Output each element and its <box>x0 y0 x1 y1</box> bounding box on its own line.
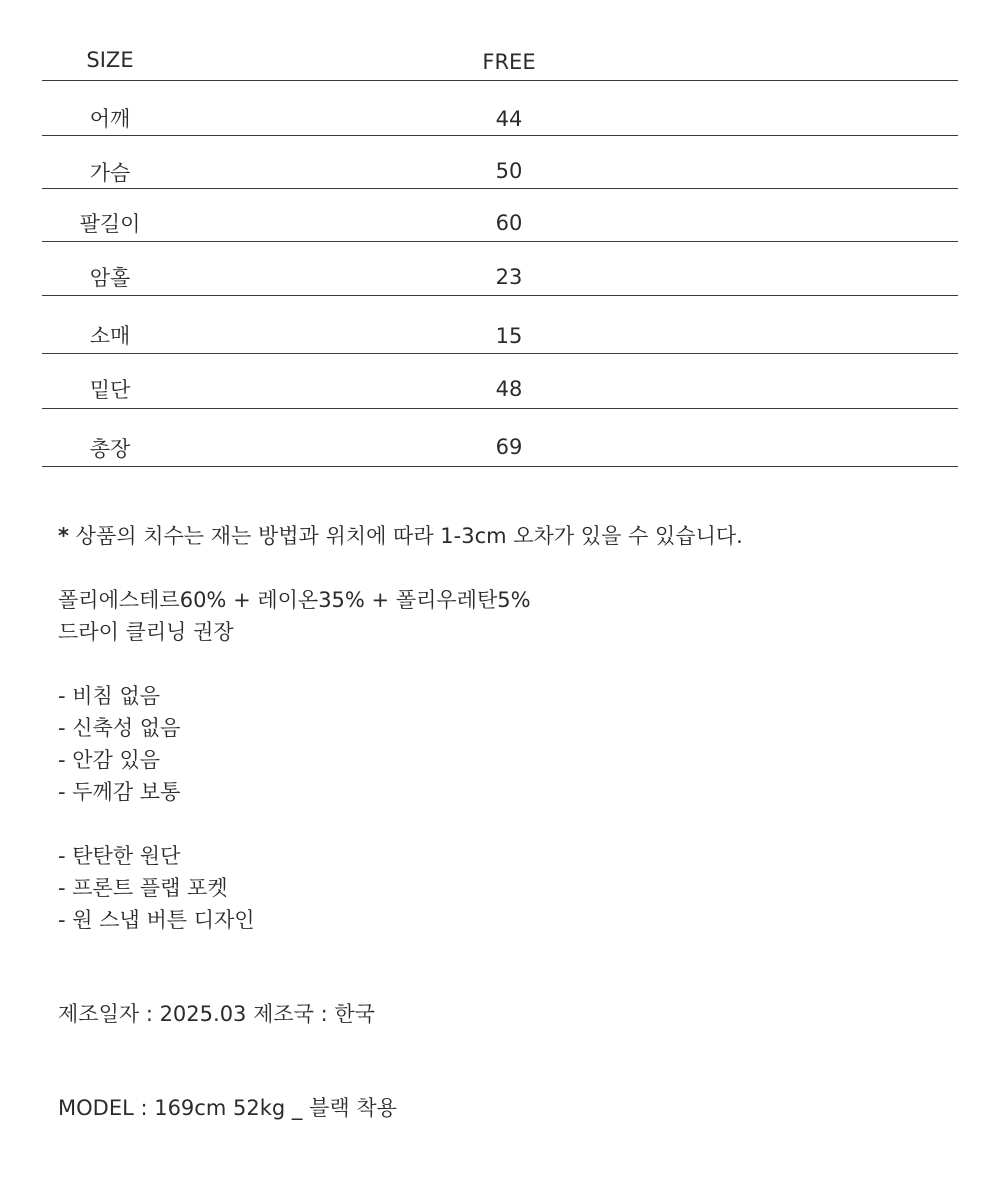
feature-item: - 원 스냅 버튼 디자인 <box>58 908 255 932</box>
size-table <box>42 36 958 467</box>
feature-item: - 탄탄한 원단 <box>58 844 181 868</box>
size-row-total-length <box>42 409 958 467</box>
size-row-value: 23 <box>495 265 523 289</box>
size-row-chest <box>42 136 958 189</box>
size-row-hem <box>42 354 958 409</box>
measure-note-text: 상품의 치수는 재는 방법과 위치에 따라 1-3cm 오차가 있을 수 있습니다. <box>68 524 743 548</box>
size-row-value: 60 <box>495 211 523 235</box>
feature-item: - 프론트 플랩 포켓 <box>58 876 228 900</box>
measure-note <box>58 520 743 552</box>
property-item: - 안감 있음 <box>58 748 161 772</box>
size-row-armhole <box>42 242 958 296</box>
property-item: - 두께감 보통 <box>58 780 181 804</box>
size-row-value: 50 <box>495 159 523 183</box>
size-row-label: 팔길이 <box>79 212 141 236</box>
size-row-cuff <box>42 296 958 354</box>
manufacture-info: 제조일자 : 2025.03 제조국 : 한국 <box>58 1002 375 1026</box>
size-header-row <box>42 36 958 81</box>
size-row-value: 15 <box>495 324 523 348</box>
size-header-value: FREE <box>482 50 536 74</box>
size-row-value: 48 <box>495 377 523 401</box>
size-row-shoulder <box>42 81 958 136</box>
property-item: - 신축성 없음 <box>58 716 181 740</box>
size-row-value: 44 <box>495 107 523 131</box>
size-row-sleeve-length <box>42 189 958 242</box>
note-star: * <box>58 524 69 548</box>
care-instruction: 드라이 클리닝 권장 <box>58 620 234 644</box>
size-header-label: SIZE <box>86 48 134 72</box>
model-info: MODEL : 169cm 52kg _ 블랙 착용 <box>58 1096 397 1120</box>
size-row-label: 소매 <box>89 324 131 348</box>
product-notes <box>58 520 743 1124</box>
property-item: - 비침 없음 <box>58 684 161 708</box>
size-row-value: 69 <box>495 435 523 459</box>
size-row-label: 가슴 <box>89 161 131 185</box>
size-row-label: 밑단 <box>89 378 131 402</box>
size-row-label: 암홀 <box>89 266 131 290</box>
size-row-label: 총장 <box>89 437 131 461</box>
material-composition: 폴리에스테르60% + 레이온35% + 폴리우레탄5% <box>58 588 531 612</box>
size-row-label: 어깨 <box>89 107 131 131</box>
